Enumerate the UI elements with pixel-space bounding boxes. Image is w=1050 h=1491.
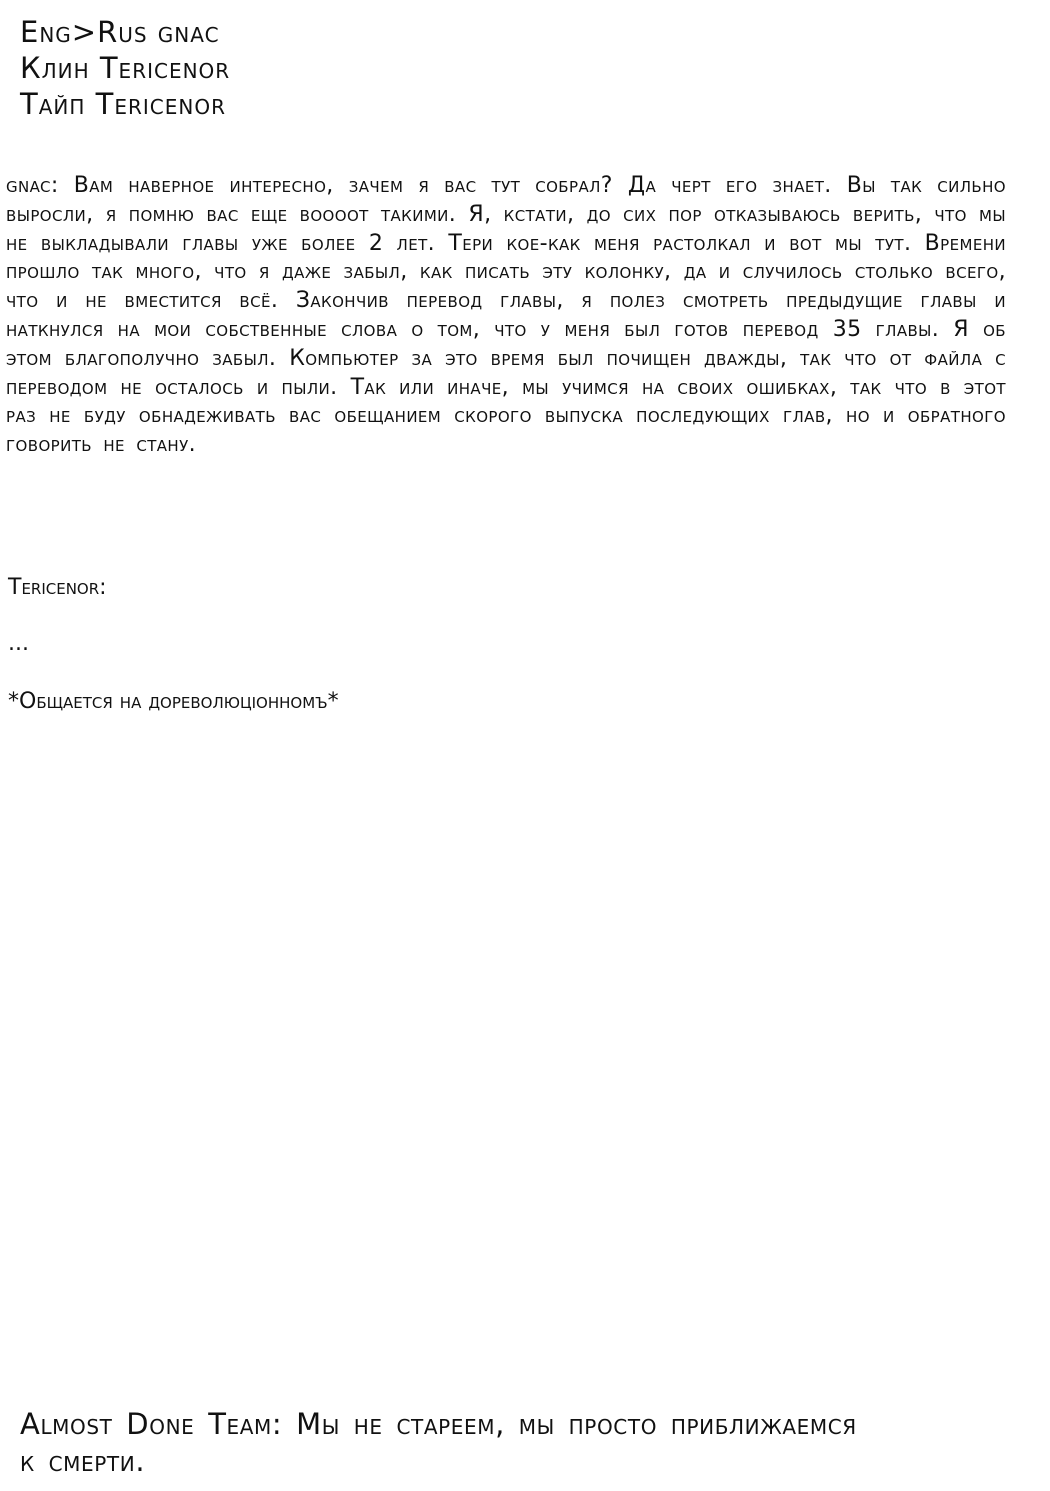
- credit-clean: Клин Tericenor: [20, 51, 231, 85]
- credits-block: [20, 14, 230, 122]
- credit-typeset: Тайп Tericenor: [20, 87, 226, 121]
- tericenor-label: Tericenor:: [8, 575, 107, 600]
- tericenor-aside: *Общается на дореволюціонномъ*: [8, 689, 339, 714]
- team-footer: Almost Done Team: Мы не стареем, мы просто приближаемся к смерти.: [20, 1407, 857, 1478]
- translator-note: [6, 172, 1006, 460]
- credit-translation: Eng>Rus gnac: [20, 15, 220, 49]
- gnac-paragraph: gnac: Вам наверное интересно, зачем я вас тут собрал? Да черт его знает. Вы так сильно выросли, я помню вас еще воооот такими. Я, кстати, до сих пор отказываюсь верить, что мы не выкладывали главы уже более 2 лет. Тери кое-как меня растолкал и вот мы тут. Времени прошло так много, что я даже забыл, как писать эту колонку, да и случилось столько всего, что и не вместится всё. Закончив перевод главы, я полез смотреть предыдущие главы и наткнулся на мои собственные слова о том, что у меня был готов перевод 35 главы. Я об этом благополучно забыл. Компьютер за это время был почищен дважды, так что от файла с переводом не осталось и пыли. Так или иначе, мы учимся на своих ошибках, так что в этот раз не буду обнадеживать вас обещанием скорого выпуска последующих глав, но и обратного говорить не стану.: [6, 173, 1006, 458]
- tericenor-ellipsis: ...: [8, 631, 29, 656]
